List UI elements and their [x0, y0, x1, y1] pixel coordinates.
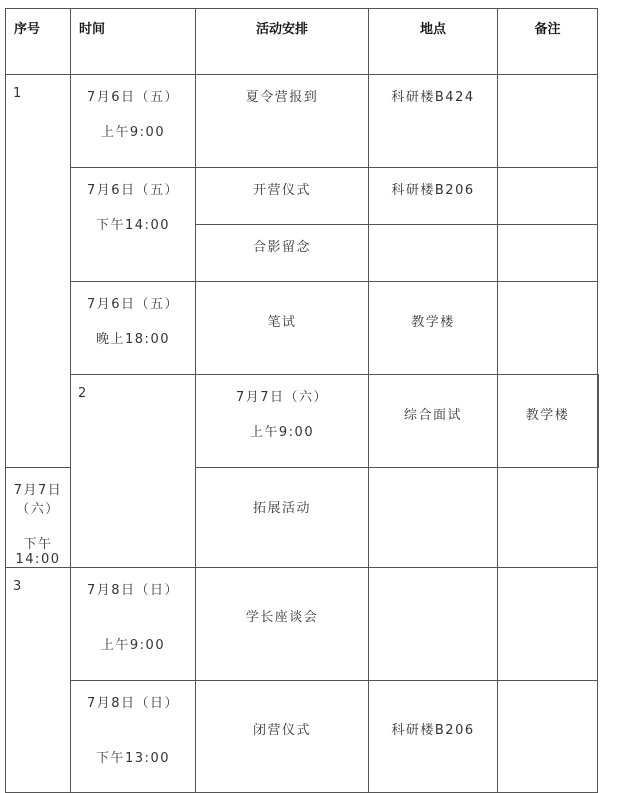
time-date: 7月8日（日） — [86, 696, 180, 711]
table-row — [6, 282, 599, 375]
time-cell — [71, 568, 196, 681]
location-cell — [369, 568, 498, 681]
header-activity: 活动安排 — [196, 9, 369, 75]
header-row — [6, 9, 599, 75]
location-cell — [369, 468, 498, 568]
time-date: 7月6日（五） — [86, 90, 180, 105]
activity-cell — [369, 375, 498, 468]
seq-cell — [71, 375, 196, 568]
remark-cell — [498, 568, 598, 681]
schedule-table — [5, 8, 599, 793]
location-cell — [369, 225, 498, 282]
table-row — [6, 168, 599, 225]
time-cell — [71, 75, 196, 168]
seq-number: 1 — [13, 86, 23, 101]
header-location: 地点 — [369, 9, 498, 75]
seq-number: 2 — [78, 386, 88, 401]
time-clock: 晚上18:00 — [96, 332, 170, 347]
table-row — [6, 568, 599, 681]
time-date: 7月6日（五） — [86, 297, 180, 312]
location-cell — [498, 375, 598, 468]
header-remark: 备注 — [498, 9, 598, 75]
header-time: 时间 — [71, 9, 196, 75]
location-text: 教学楼 — [525, 408, 570, 423]
activity-cell — [196, 568, 369, 681]
time-clock: 上午9:00 — [100, 638, 166, 653]
remark-cell — [498, 168, 598, 225]
time-cell — [196, 375, 369, 468]
time-clock: 下午13:00 — [96, 751, 170, 766]
seq-cell — [6, 75, 71, 468]
time-date: 7月8日（日） — [86, 583, 180, 598]
location-text: 教学楼 — [411, 315, 455, 330]
location-cell — [369, 168, 498, 225]
time-clock: 上午9:00 — [100, 125, 166, 140]
seq-cell — [6, 568, 71, 793]
table-row — [6, 375, 599, 468]
seq-number: 3 — [13, 579, 23, 594]
time-cell — [6, 468, 71, 568]
location-text — [369, 225, 497, 236]
activity-text: 合影留念 — [252, 240, 311, 255]
remark-cell — [498, 681, 598, 793]
remark-cell — [498, 225, 598, 282]
table-row — [6, 75, 599, 168]
location-cell — [369, 282, 498, 375]
schedule-container — [5, 8, 599, 793]
activity-text: 笔试 — [267, 315, 297, 330]
activity-text: 拓展活动 — [252, 501, 311, 516]
activity-cell — [196, 225, 369, 282]
activity-cell — [196, 468, 369, 568]
time-cell — [71, 282, 196, 375]
location-text: 科研楼B206 — [391, 723, 475, 738]
time-date: 7月7日（六） — [235, 390, 329, 405]
location-cell — [369, 75, 498, 168]
time-cell — [71, 168, 196, 282]
activity-cell — [196, 282, 369, 375]
activity-text: 学长座谈会 — [245, 610, 319, 625]
activity-cell — [196, 75, 369, 168]
location-text: 科研楼B206 — [391, 183, 475, 198]
activity-text: 综合面试 — [403, 408, 462, 423]
time-clock: 下午14:00 — [96, 218, 170, 233]
time-date: 7月6日（五） — [86, 183, 180, 198]
location-text: 科研楼B424 — [391, 90, 475, 105]
remark-cell — [598, 375, 599, 468]
activity-cell — [196, 681, 369, 793]
time-date: 7月7日（六） — [13, 483, 63, 517]
activity-text: 闭营仪式 — [252, 723, 311, 738]
activity-text: 夏令营报到 — [245, 90, 319, 105]
remark-cell — [498, 282, 598, 375]
location-cell — [369, 681, 498, 793]
remark-cell — [498, 468, 598, 568]
time-clock: 上午9:00 — [249, 425, 315, 440]
table-row — [6, 681, 599, 793]
activity-cell — [196, 168, 369, 225]
header-seq: 序号 — [6, 9, 71, 75]
activity-text: 开营仪式 — [252, 183, 311, 198]
time-clock: 下午14:00 — [15, 537, 61, 567]
time-cell — [71, 681, 196, 793]
remark-cell — [498, 75, 598, 168]
